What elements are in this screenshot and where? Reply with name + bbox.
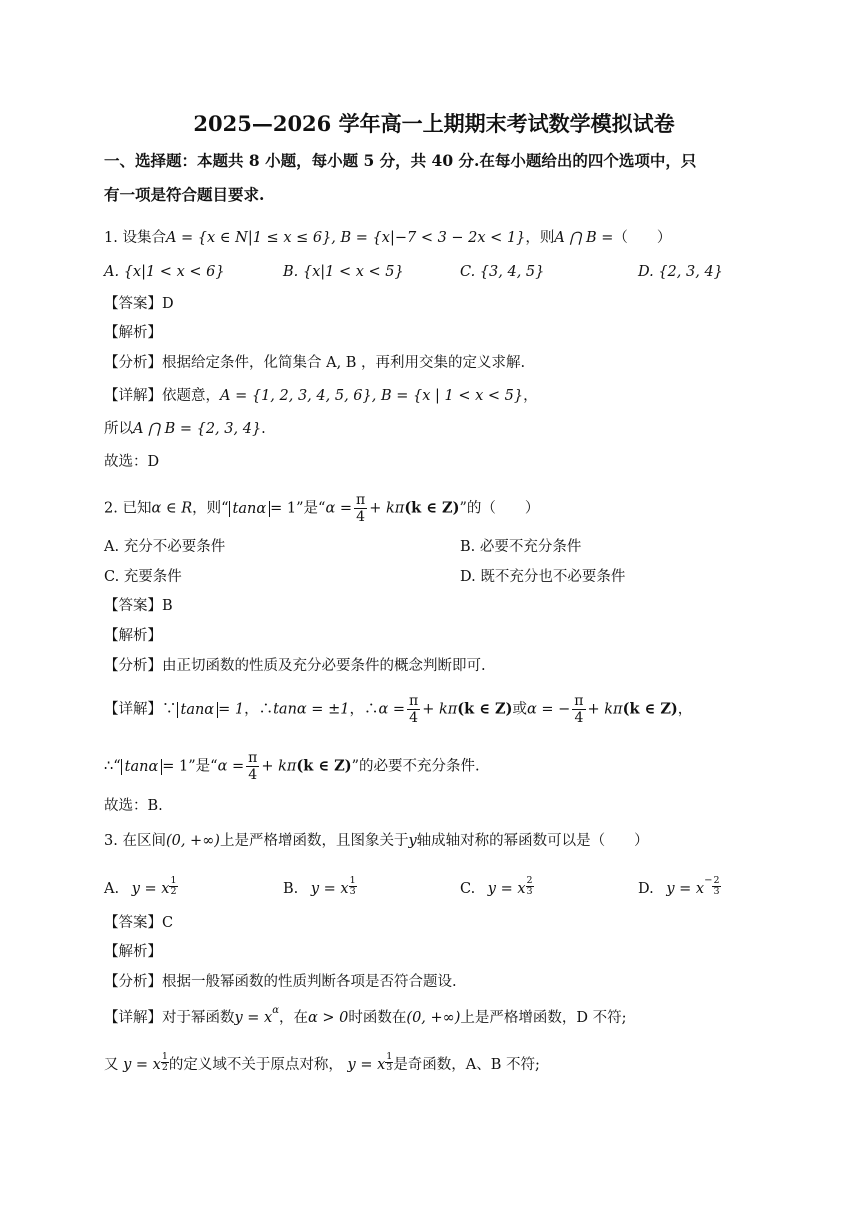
q1-choose: 故选：D	[104, 454, 160, 470]
q2-conclude-suffix: ”的必要不充分条件.	[351, 758, 480, 775]
q2-abs-tan-2: tanα	[177, 702, 219, 718]
q2-alpha: α =	[325, 500, 353, 517]
q1-answer: 【答案】D	[104, 296, 174, 312]
q2-answer: 【答案】B	[104, 598, 173, 614]
section-heading-line2: 有一项是符合题目要求.	[104, 185, 265, 204]
q3-opt-c-exp-den: 3	[526, 886, 533, 897]
q2-kpi: + kπ	[369, 500, 405, 517]
q1-period: .	[261, 421, 266, 437]
q2-kpi-4: + kπ	[261, 758, 297, 775]
q1-option-c[interactable]: C. {3, 4, 5}	[460, 264, 545, 280]
q3-y5: 的定义域不关于原点对称，	[168, 1057, 343, 1073]
q3-opt-a-label: A.	[104, 881, 120, 897]
q2-kz: (k ∈ Z)	[404, 499, 460, 517]
q3-opt-d-exp	[712, 876, 720, 897]
q3-x4: 上是严格增函数，D 不符;	[460, 1010, 627, 1026]
q1-option-a[interactable]: A. {x|1 < x < 6}	[104, 264, 225, 280]
q3-text2: 轴成轴对称的幂函数可以是（ ）	[416, 833, 649, 849]
q3-opt-c-exp	[526, 876, 534, 897]
q2-option-b[interactable]: B. 必要不充分条件	[460, 539, 582, 555]
q2-choose: 故选：B.	[104, 798, 163, 814]
q2-kz-2: (k ∈ Z)	[457, 700, 513, 718]
q2-fraction-4	[246, 750, 259, 783]
q1-paren: （ ）	[613, 230, 672, 246]
q3-stem	[104, 831, 649, 851]
q3-opt-d-label: D.	[638, 881, 654, 897]
q3-y: y	[408, 833, 417, 849]
q2-fenxi-text: 由正切函数的性质及充分必要条件的概念判断即可.	[162, 658, 486, 674]
q3-third-exp-den: 3	[386, 1062, 393, 1073]
q3-opt-d-exp-den: 3	[713, 886, 720, 897]
q1-fenxi-label: 【分析】	[104, 355, 162, 371]
q2-frac3-den: 4	[574, 710, 584, 726]
q2-fraction-2	[407, 693, 420, 726]
q3-opt-d-expr: y = x	[666, 881, 705, 897]
q2-end: ”的（ ）	[459, 500, 540, 517]
q2-eq1: = 1”是“	[270, 500, 326, 517]
q2-prefix: 2. 已知	[104, 500, 152, 517]
q3-opt-b-exp-num: 1	[349, 875, 356, 886]
q2-stem	[104, 492, 539, 525]
q2-frac3-num: π	[574, 693, 584, 709]
q3-opt-a-exp-num: 1	[170, 875, 177, 886]
q3-answer: 【答案】C	[104, 915, 174, 931]
q1-suoyi: 所以	[104, 421, 133, 437]
q1-stem	[104, 228, 671, 248]
q3-interval-2: (0, +∞)	[406, 1010, 461, 1026]
q2-conclusion	[104, 750, 480, 783]
q2-xiangjie-label: 【详解】	[104, 701, 162, 718]
q1-analysis: 【解析】	[104, 325, 162, 341]
q3-x2: ，在	[279, 1010, 309, 1026]
q1-xiangjie-label: 【详解】	[104, 388, 162, 404]
q3-fenxi-label: 【分析】	[104, 974, 162, 990]
q3-option-a[interactable]	[104, 876, 178, 899]
q2-eq-one: = 1	[218, 701, 245, 718]
q2-huo: 或	[512, 701, 527, 718]
q1-prefix: 1. 设集合	[104, 230, 166, 246]
q3-third-exp-num: 1	[386, 1051, 393, 1062]
q3-xiangjie	[104, 1005, 627, 1030]
q1-xiangjie-1: 依题意，	[162, 388, 220, 404]
q3-you: 又	[104, 1057, 119, 1073]
q2-option-d[interactable]: D. 既不充分也不必要条件	[460, 569, 626, 585]
q2-therefore1: ，∴	[244, 701, 274, 718]
q2-shi: = 1”是“	[162, 758, 218, 775]
q2-kpi-2: + kπ	[422, 701, 458, 718]
q1-xiangjie-2: A = {1, 2, 3, 4, 5, 6}, B = {x | 1 < x < 5}	[220, 388, 524, 404]
q2-conclude-prefix: ∴“	[104, 758, 121, 775]
q2-frac-den: 4	[356, 509, 366, 525]
q2-because: ∵	[162, 701, 177, 718]
q2-option-c[interactable]: C. 充要条件	[104, 569, 182, 585]
q2-frac2-den: 4	[409, 710, 419, 726]
q3-opt-c-exp-num: 2	[526, 875, 533, 886]
q2-frac4-num: π	[248, 750, 258, 766]
q1-xiangjie-3: ，	[523, 388, 538, 404]
q3-opt-b-exp	[349, 876, 357, 897]
q3-option-d[interactable]	[638, 876, 721, 901]
q2-alpha3: α = −	[526, 701, 571, 718]
q3-opt-b-label: B.	[283, 881, 299, 897]
q2-fraction	[354, 492, 367, 525]
q3-y-half: y = x	[123, 1057, 161, 1073]
q2-fenxi	[104, 656, 486, 676]
q2-abs-tan-3: tanα	[121, 759, 163, 775]
q1-then: ，则	[525, 230, 555, 246]
q3-xiangjie-2	[104, 1052, 540, 1075]
q1-option-b[interactable]: B. {x|1 < x < 5}	[283, 264, 404, 280]
q2-therefore2: ，∴	[349, 701, 379, 718]
q2-then: ，则“	[192, 500, 229, 517]
q1-sets: A = {x ∈ N|1 ≤ x ≤ 6}, B = {x|−7 < 3 − 2x < 1}	[165, 230, 526, 246]
q2-alpha4: α =	[217, 758, 245, 775]
q3-half-exp	[161, 1052, 169, 1073]
q3-opt-a-exp-den: 2	[170, 886, 177, 897]
q3-interval: (0, +∞)	[165, 833, 220, 849]
q3-y-third: y = x	[347, 1057, 386, 1073]
q3-opt-c-label: C.	[460, 881, 476, 897]
q2-frac2-num: π	[409, 693, 419, 709]
q2-tan-pm: tanα = ±1	[273, 701, 350, 718]
q3-opt-c-expr: y = x	[487, 881, 526, 897]
q2-kpi-3: + kπ	[587, 701, 623, 718]
q2-frac-num: π	[356, 492, 366, 508]
q3-half-exp-den: 2	[161, 1062, 168, 1073]
q3-opt-b-expr: y = x	[310, 881, 349, 897]
q3-option-c[interactable]	[460, 876, 534, 899]
q2-fenxi-label: 【分析】	[104, 658, 162, 674]
q2-kz-3: (k ∈ Z)	[622, 700, 678, 718]
q3-option-b[interactable]	[283, 876, 357, 899]
q2-xiangjie	[104, 693, 692, 726]
q1-fenxi-text: 根据给定条件，化简集合 A, B ，再利用交集的定义求解.	[162, 355, 526, 371]
q2-abs-tan: tanα	[229, 501, 271, 517]
q3-x3: 时函数在	[348, 1010, 407, 1026]
q1-ask: A ⋂ B =	[554, 230, 614, 246]
q1-fenxi	[104, 353, 525, 373]
q2-fraction-3	[572, 693, 585, 726]
q2-frac4-den: 4	[248, 767, 258, 783]
q3-alpha-sup: α	[272, 1005, 280, 1016]
q3-opt-a-exp	[169, 876, 177, 897]
q1-xiangjie	[104, 386, 538, 406]
q2-option-a[interactable]: A. 充分不必要条件	[104, 539, 226, 555]
q3-prefix: 3. 在区间	[104, 833, 166, 849]
q3-y6: 是奇函数，A、B 不符;	[393, 1057, 540, 1073]
q1-result-line	[104, 419, 266, 439]
q2-comma: ，	[677, 701, 693, 718]
page-title: 2025—2026 学年高一上期期末考试数学模拟试卷	[193, 111, 675, 136]
q3-half-exp-num: 1	[161, 1051, 168, 1062]
section-heading-line1: 一、选择题：本题共 8 小题，每小题 5 分，共 40 分.在每小题给出的四个选项中，只	[104, 151, 697, 170]
q3-alpha-pos: α > 0	[308, 1010, 349, 1026]
q3-fenxi	[104, 972, 457, 992]
q3-text: 上是严格增函数，且图象关于	[219, 833, 409, 849]
q2-alpha2: α =	[378, 701, 406, 718]
q1-option-d[interactable]: D. {2, 3, 4}	[638, 264, 723, 280]
q3-analysis: 【解析】	[104, 944, 162, 960]
q3-xiangjie-label: 【详解】	[104, 1010, 162, 1026]
q3-fenxi-text: 根据一般幂函数的性质判断各项是否符合题设.	[162, 974, 457, 990]
q3-x1: 对于幂函数	[162, 1010, 235, 1026]
q3-opt-d-exp-num: 2	[713, 875, 720, 886]
q3-opt-b-exp-den: 3	[349, 886, 356, 897]
q3-opt-a-expr: y = x	[131, 881, 170, 897]
q1-result: A ⋂ B = {2, 3, 4}	[133, 421, 262, 437]
q2-cond: α ∈ R	[151, 500, 193, 517]
q3-opt-d-minus: −	[704, 875, 713, 886]
q2-analysis: 【解析】	[104, 628, 162, 644]
q3-power: y = x	[234, 1010, 273, 1026]
q2-kz-4: (k ∈ Z)	[296, 757, 352, 775]
